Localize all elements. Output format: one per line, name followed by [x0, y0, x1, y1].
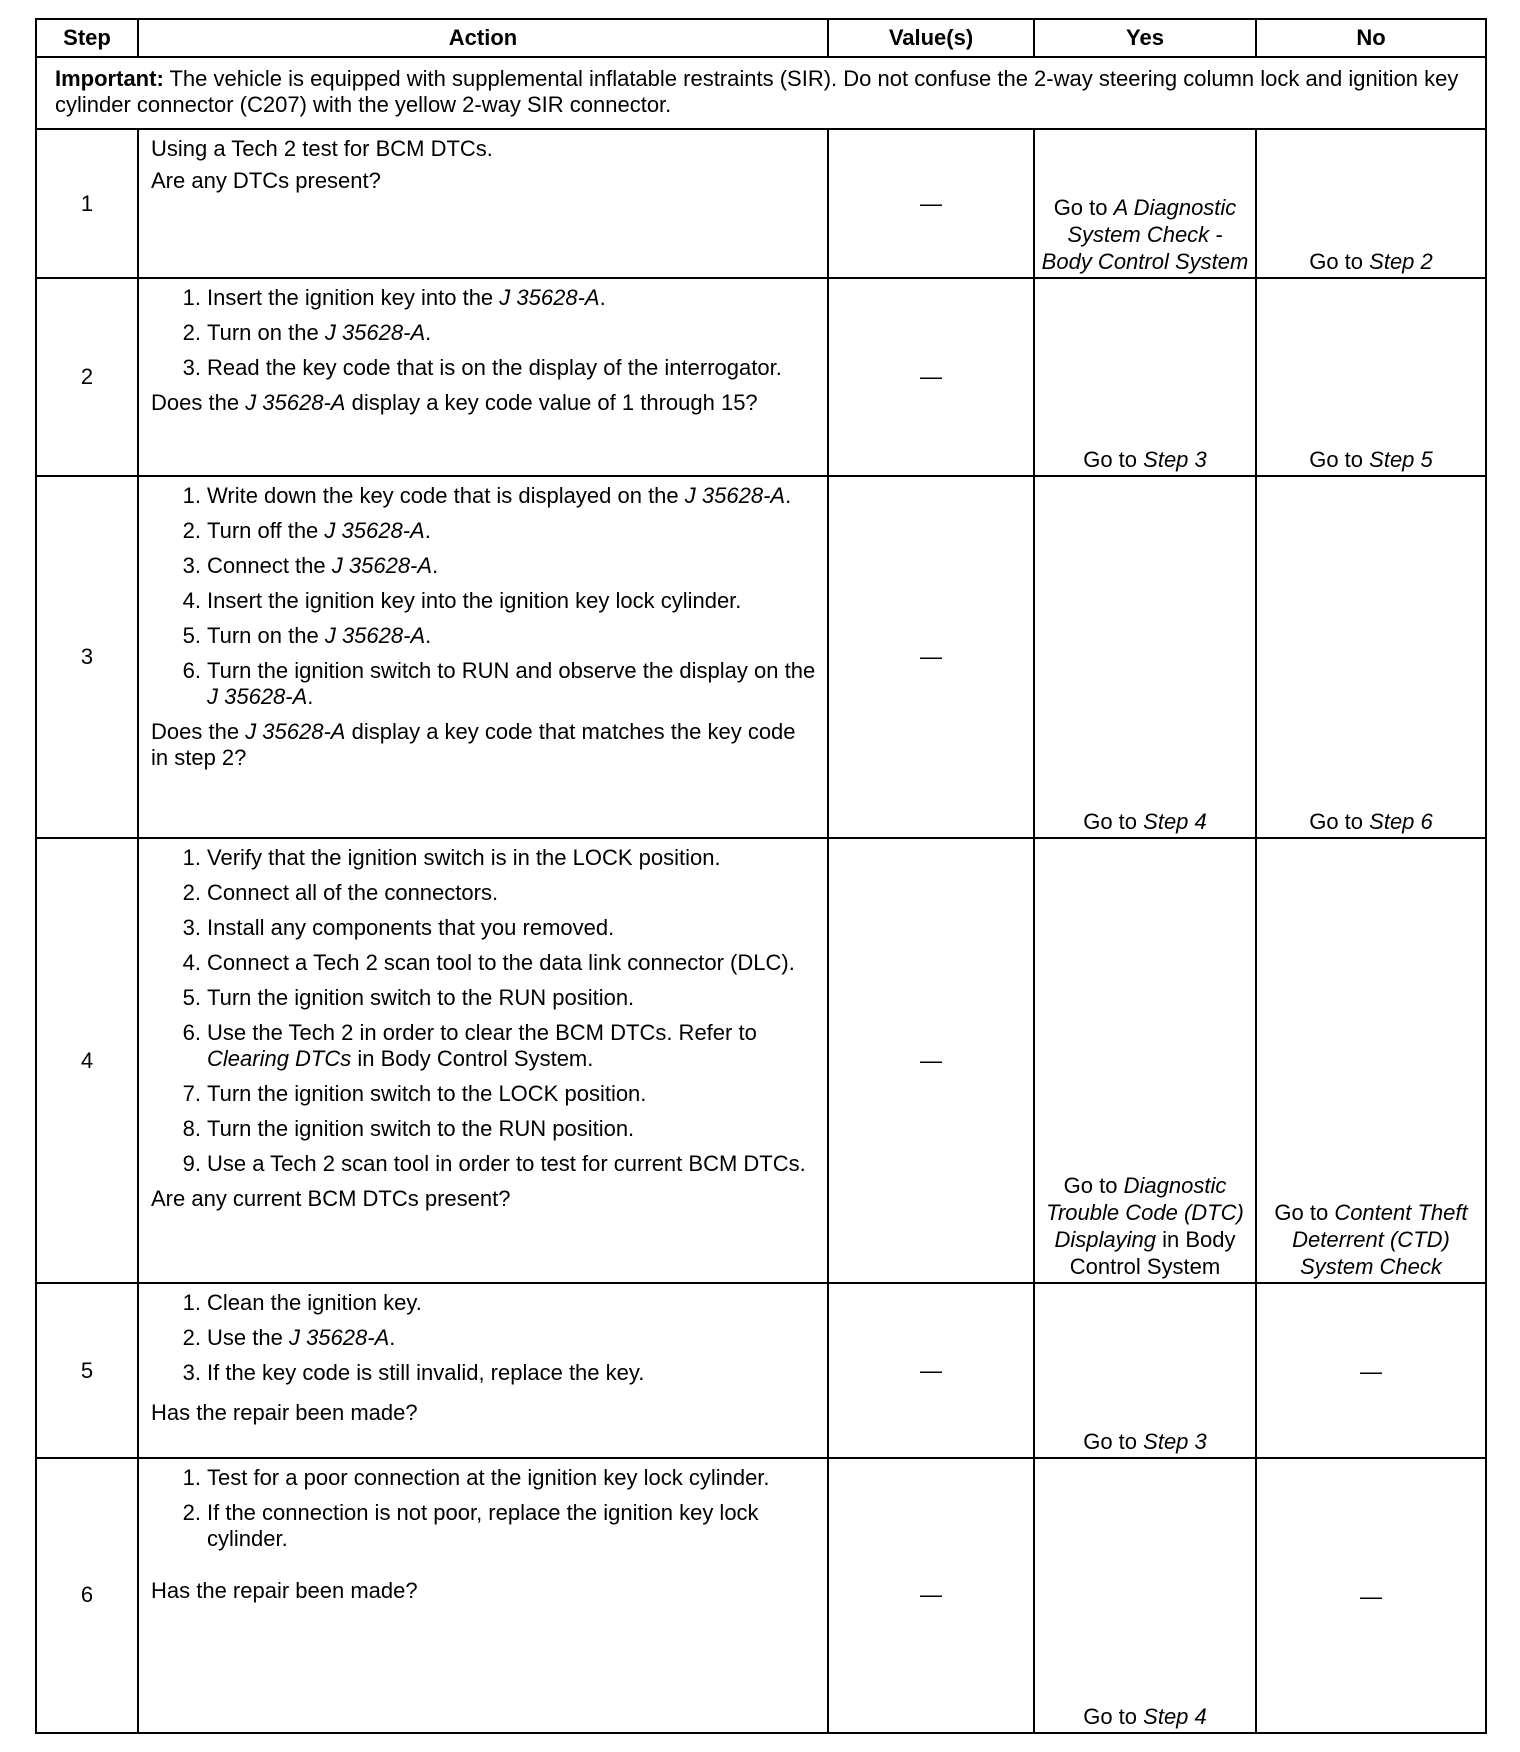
- step-number: 6: [36, 1458, 138, 1733]
- header-row: [36, 19, 1486, 57]
- item-number: 9.: [182, 1150, 201, 1176]
- list-item: [151, 1360, 817, 1386]
- item-text: Turn the ignition switch to the RUN position.: [207, 984, 635, 1010]
- list-item: [151, 518, 817, 544]
- item-text: Test for a poor connection at the ignition key lock cylinder.: [207, 1464, 770, 1490]
- list-item: [151, 1020, 817, 1072]
- item-number: 1.: [182, 1290, 201, 1316]
- header-yes: Yes: [1034, 19, 1256, 57]
- list-item: [151, 1116, 817, 1142]
- item-number: 5.: [182, 984, 201, 1010]
- list-item: [151, 1500, 817, 1552]
- step-number: 2: [36, 278, 138, 477]
- item-suffix: .: [307, 684, 314, 710]
- yes-link[interactable]: Step 4: [1143, 1704, 1207, 1729]
- yes-cell: [1034, 129, 1256, 278]
- list-item: [151, 320, 817, 346]
- no-link[interactable]: Content Theft Deterrent (CTD) System Check: [1292, 1200, 1468, 1280]
- yes-link[interactable]: A Diagnostic System Check - Body Control System: [1041, 194, 1249, 274]
- item-suffix: .: [425, 623, 432, 649]
- item-text: Insert the ignition key into the: [207, 284, 494, 310]
- action-question: Has the repair been made?: [151, 1577, 418, 1603]
- no-prefix: Go to: [1274, 1200, 1329, 1226]
- item-text: Clean the ignition key.: [207, 1290, 422, 1316]
- list-item: [151, 285, 817, 311]
- yes-link[interactable]: Step 3: [1143, 447, 1207, 473]
- list-item: [151, 588, 817, 614]
- item-text: Turn the ignition switch to RUN and observe the display on the: [207, 658, 816, 684]
- item-emphasis: Clearing DTCs: [207, 1045, 352, 1071]
- value-cell: —: [828, 278, 1034, 477]
- item-number: 1.: [182, 284, 201, 310]
- yes-prefix: Go to: [1083, 1704, 1138, 1729]
- yes-link[interactable]: Step 4: [1143, 808, 1207, 834]
- item-suffix: .: [424, 518, 431, 544]
- table-row: [36, 838, 1486, 1284]
- important-text: The vehicle is equipped with supplemental inflatable restraints (SIR). Do not confuse the 2-way steering column lock and ignition key cylinder connector (C207) with the yellow 2-way SIR connector.: [55, 66, 1459, 117]
- header-no: No: [1256, 19, 1486, 57]
- header-step: Step: [36, 19, 138, 57]
- step-number: 5: [36, 1283, 138, 1458]
- item-suffix: .: [432, 553, 439, 579]
- no-cell: —: [1256, 1283, 1486, 1458]
- no-link[interactable]: Step 6: [1369, 808, 1433, 834]
- item-emphasis: J 35628-A: [207, 684, 308, 710]
- item-text: Connect all of the connectors.: [207, 879, 499, 905]
- step-number: 4: [36, 838, 138, 1284]
- no-cell: [1256, 278, 1486, 477]
- yes-prefix: Go to: [1063, 1173, 1118, 1199]
- yes-suffix: in Body Control System: [1069, 1227, 1236, 1280]
- list-item: [151, 483, 817, 509]
- item-number: 2.: [182, 1499, 201, 1525]
- yes-link[interactable]: Diagnostic Trouble Code (DTC) Displaying: [1046, 1173, 1244, 1253]
- item-emphasis: J 35628-A: [499, 284, 600, 310]
- item-text: Read the key code that is on the display of the interrogator.: [207, 354, 782, 380]
- item-suffix: .: [389, 1325, 396, 1351]
- yes-prefix: Go to: [1053, 194, 1108, 220]
- item-number: 6.: [182, 1019, 201, 1045]
- action-question: Are any current BCM DTCs present?: [151, 1185, 511, 1211]
- item-number: 3.: [182, 553, 201, 579]
- list-item: [151, 950, 817, 976]
- item-emphasis: J 35628-A: [324, 319, 426, 345]
- no-prefix: Go to: [1309, 248, 1364, 274]
- item-emphasis: J 35628-A: [288, 1325, 390, 1351]
- table-row: [36, 476, 1486, 837]
- yes-prefix: Go to: [1083, 808, 1138, 834]
- item-number: 2.: [182, 518, 201, 544]
- item-number: 7.: [182, 1080, 201, 1106]
- list-item: [151, 1151, 817, 1177]
- action-question: Does the J 35628-A display a key code value of 1 through 15?: [151, 389, 758, 415]
- item-text: Use the: [207, 1325, 283, 1351]
- action-steps: [151, 285, 817, 381]
- yes-link[interactable]: Step 3: [1143, 1428, 1207, 1454]
- action-cell: [138, 838, 828, 1284]
- yes-cell: [1034, 838, 1256, 1284]
- value-cell: —: [828, 838, 1034, 1284]
- item-emphasis: J 35628-A: [324, 623, 426, 649]
- step-number: 1: [36, 129, 138, 278]
- item-text: Connect the: [207, 553, 326, 579]
- yes-cell: [1034, 476, 1256, 837]
- item-text: If the connection is not poor, replace the ignition key lock cylinder.: [207, 1499, 759, 1551]
- yes-cell: [1034, 278, 1256, 477]
- value-cell: —: [828, 476, 1034, 837]
- no-link[interactable]: Step 5: [1369, 447, 1433, 473]
- action-cell: [138, 476, 828, 837]
- list-item: [151, 1325, 817, 1351]
- action-cell: [138, 129, 828, 278]
- action-text: Using a Tech 2 test for BCM DTCs.: [151, 136, 493, 162]
- action-steps: [151, 483, 817, 710]
- list-item: [151, 355, 817, 381]
- item-number: 1.: [182, 1464, 201, 1490]
- list-item: [151, 623, 817, 649]
- table-row: [36, 129, 1486, 278]
- table-row: [36, 1458, 1486, 1733]
- item-number: 1.: [182, 844, 201, 870]
- no-prefix: Go to: [1309, 447, 1364, 473]
- no-cell: —: [1256, 1458, 1486, 1733]
- item-text: Turn off the: [207, 518, 319, 544]
- no-cell: [1256, 838, 1486, 1284]
- list-item: [151, 1465, 817, 1491]
- important-row: [36, 57, 1486, 129]
- item-number: 4.: [182, 588, 201, 614]
- yes-cell: [1034, 1283, 1256, 1458]
- table-row: [36, 1283, 1486, 1458]
- list-item: [151, 845, 817, 871]
- no-link[interactable]: Step 2: [1369, 248, 1433, 274]
- item-number: 2.: [182, 1325, 201, 1351]
- action-steps: [151, 845, 817, 1177]
- item-text: Turn the ignition switch to the RUN position.: [207, 1115, 635, 1141]
- important-note: [36, 57, 1486, 129]
- yes-prefix: Go to: [1083, 1428, 1138, 1454]
- item-number: 1.: [182, 483, 201, 509]
- item-emphasis: J 35628-A: [324, 518, 425, 544]
- value-cell: —: [828, 1458, 1034, 1733]
- item-number: 2.: [182, 879, 201, 905]
- item-text: If the key code is still invalid, replace the key.: [207, 1360, 645, 1386]
- header-action: Action: [138, 19, 828, 57]
- list-item: [151, 658, 817, 710]
- item-text: Turn on the: [207, 319, 319, 345]
- item-suffix: .: [599, 284, 606, 310]
- no-cell: [1256, 476, 1486, 837]
- item-number: 5.: [182, 623, 201, 649]
- item-text: Verify that the ignition switch is in the LOCK position.: [207, 844, 721, 870]
- action-question: Are any DTCs present?: [151, 168, 381, 194]
- item-text: Connect a Tech 2 scan tool to the data link connector (DLC).: [207, 949, 795, 975]
- item-suffix: .: [425, 319, 432, 345]
- item-number: 3.: [182, 914, 201, 940]
- value-cell: —: [828, 129, 1034, 278]
- action-steps: [151, 1290, 817, 1386]
- action-cell: [138, 1283, 828, 1458]
- item-emphasis: J 35628-A: [684, 483, 786, 509]
- list-item: [151, 880, 817, 906]
- yes-cell: [1034, 1458, 1256, 1733]
- list-item: [151, 985, 817, 1011]
- step-number: 3: [36, 476, 138, 837]
- list-item: [151, 915, 817, 941]
- item-text: Write down the key code that is displayed on the: [207, 483, 679, 509]
- important-label: Important:: [55, 66, 164, 91]
- action-steps: [151, 1465, 817, 1552]
- yes-prefix: Go to: [1083, 447, 1138, 473]
- table-row: [36, 278, 1486, 477]
- action-question: Does the J 35628-A display a key code that matches the key code in step 2?: [151, 719, 796, 771]
- item-text: Use a Tech 2 scan tool in order to test for current BCM DTCs.: [207, 1150, 806, 1176]
- item-text: Turn the ignition switch to the LOCK position.: [207, 1080, 647, 1106]
- no-prefix: Go to: [1309, 808, 1364, 834]
- item-number: 3.: [182, 354, 201, 380]
- action-cell: [138, 1458, 828, 1733]
- list-item: [151, 553, 817, 579]
- item-emphasis: J 35628-A: [331, 553, 433, 579]
- value-cell: —: [828, 1283, 1034, 1458]
- action-question: Has the repair been made?: [151, 1400, 418, 1426]
- diagnostic-table: [35, 18, 1487, 1734]
- item-text: Use the Tech 2 in order to clear the BCM DTCs. Refer to: [207, 1019, 757, 1045]
- header-values: Value(s): [828, 19, 1034, 57]
- item-number: 6.: [182, 658, 201, 684]
- item-number: 8.: [182, 1115, 201, 1141]
- no-cell: [1256, 129, 1486, 278]
- item-suffix: in Body Control System.: [357, 1045, 594, 1071]
- item-text: Turn on the: [207, 623, 319, 649]
- item-number: 3.: [182, 1360, 201, 1386]
- item-text: Insert the ignition key into the ignition key lock cylinder.: [207, 588, 742, 614]
- action-cell: [138, 278, 828, 477]
- item-suffix: .: [785, 483, 792, 509]
- item-number: 4.: [182, 949, 201, 975]
- item-text: Install any components that you removed.: [207, 914, 615, 940]
- item-number: 2.: [182, 319, 201, 345]
- list-item: [151, 1081, 817, 1107]
- list-item: [151, 1290, 817, 1316]
